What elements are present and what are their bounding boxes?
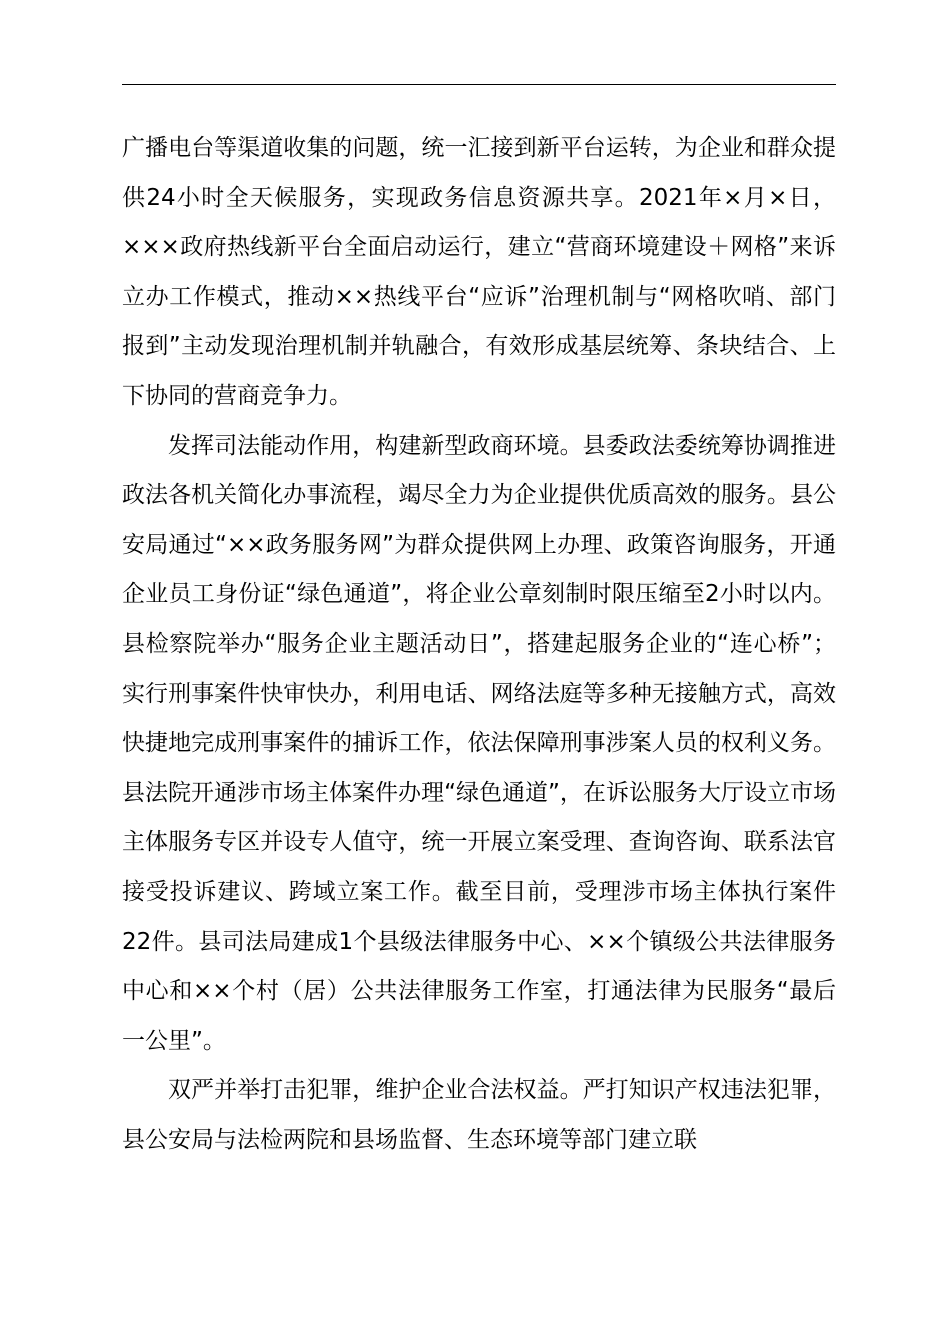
paragraph-3: 双严并举打击犯罪，维护企业合法权益。严打知识产权违法犯罪，县公安局与法检两院和县场监督、生态环境等部门建立联 (122, 1077, 836, 1153)
paragraph-2: 发挥司法能动作用，构建新型政商环境。县委政法委统筹协调推进政法各机关简化办事流程，竭尽全力为企业提供优质高效的服务。县公安局通过“××政务服务网”为群众提供网上办理、政策咨询服务，开通企业员工身份证“绿色通道”，将企业公章刻制时限压缩至2小时以内。县检察院举办“服务企业主题活动日”，搭建起服务企业的“连心桥”；实行刑事案件快审快办，利用电话、网络法庭等多种无接触方式，高效快捷地完成刑事案件的捕诉工作，依法保障刑事涉案人员的权利义务。县法院开通涉市场主体案件办理“绿色通道”，在诉讼服务大厅设立市场主体服务专区并设专人值守，统一开展立案受理、查询咨询、联系法官接受投诉建议、跨域立案工作。截至目前，受理涉市场主体执行案件22件。县司法局建成1个县级法律服务中心、××个镇级公共法律服务中心和××个村（居）公共法律服务工作室，打通法律为民服务“最后一公里”。 (122, 432, 836, 1054)
header-rule (122, 84, 836, 85)
body-text (122, 124, 836, 1165)
paragraph-1: 广播电台等渠道收集的问题，统一汇接到新平台运转，为企业和群众提供24小时全天候服务，实现政务信息资源共享。2021年×月×日，×××政府热线新平台全面启动运行，建立“营商环境建设＋网格”来诉立办工作模式，推动××热线平台“应诉”治理机制与“网格吹哨、部门报到”主动发现治理机制并轨融合，有效形成基层统筹、条块结合、上下协同的营商竞争力。 (122, 135, 836, 409)
